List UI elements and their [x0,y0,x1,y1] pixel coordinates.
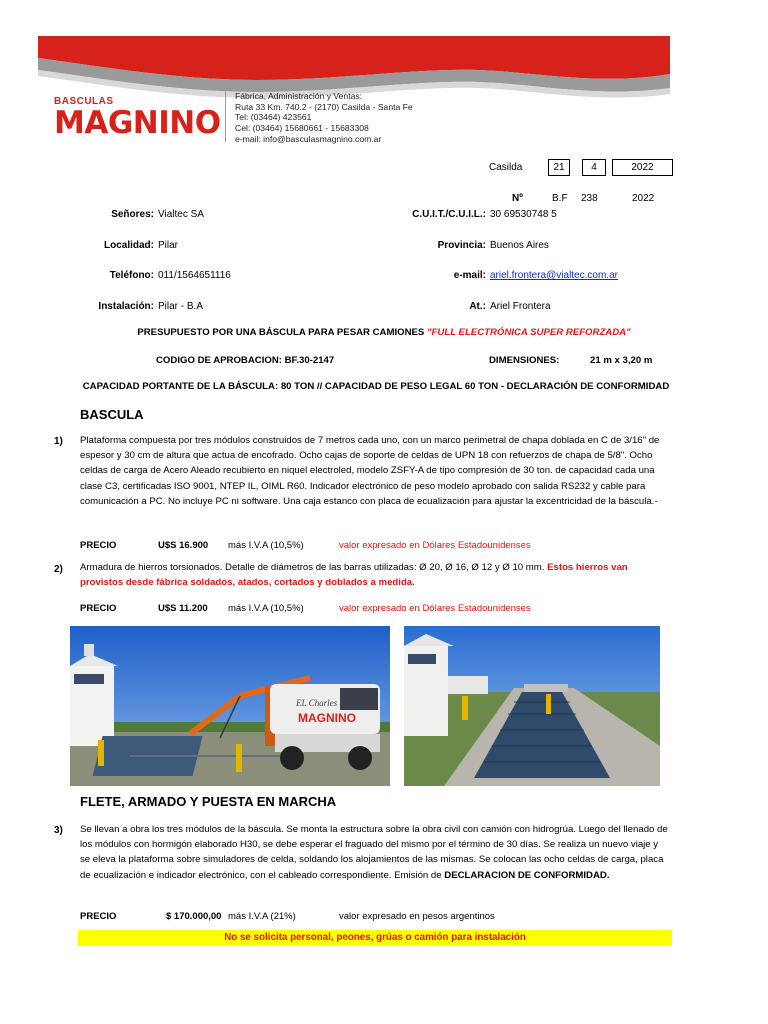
approval-code: CODIGO DE APROBACION: BF.30-2147 [156,355,335,366]
instalacion-label: Instalación: [98,301,154,312]
senores-label: Señores: [111,209,154,220]
localidad-value: Pilar [158,240,179,251]
price-note: valor expresado en Dólares Estadounidenses [339,540,531,551]
logo-big-text: MAGNINO [54,105,221,141]
item-2-red-text: Estos hierros van provistos desde fábrica soldados, atados, cortados y doblados a medida. [80,562,628,589]
price-label: PRECIO [80,603,117,614]
price-value: U$S 16.900 [158,540,209,551]
telefono-value: 011/1564651116 [158,270,231,281]
company-line: Ruta 33 Km. 740.2 - (2170) Casilda - Santa Fe [235,101,413,112]
price-label: PRECIO [80,540,117,551]
item-2-description [80,560,670,590]
price-iva: más I.V.A (21%) [228,911,296,922]
capacity-line: CAPACIDAD PORTANTE DE LA BÁSCULA: 80 TON // CAPACIDAD DE PESO LEGAL 60 TON - DECLARACIÓN DE CONFORMIDAD [82,381,670,392]
logo-small-text: BASCULAS [54,96,114,107]
date-day: 21 [548,159,570,176]
company-info [235,91,413,145]
company-line: Tel: (03464) 423561 [235,112,312,123]
company-line: e-mail: info@basculasmagnino.com.ar [235,133,382,144]
section-heading-flete: FLETE, ARMADO Y PUESTA EN MARCHA [80,794,337,809]
item-number: 3) [54,825,63,836]
email-label: e-mail: [453,270,486,281]
item-number: 2) [54,564,63,575]
cuit-value: 30 69530748 5 [490,209,557,220]
photo-platform [404,626,660,786]
truck-brand: MAGNINO [298,711,356,725]
date-city: Casilda [489,162,523,173]
quote-title [0,327,768,338]
price-value: U$S 11.200 [158,603,208,614]
telefono-label: Teléfono: [109,270,154,281]
at-value: Ariel Frontera [490,301,551,312]
localidad-label: Localidad: [103,240,154,251]
logo-divider [225,90,226,142]
price-iva: más I.V.A (10,5%) [228,540,304,551]
company-logo [54,96,224,142]
at-label: At.: [469,301,486,312]
item-number: 1) [54,436,63,447]
quote-title-highlight: "FULL ELECTRÓNICA SUPER REFORZADA" [427,327,631,338]
truck-text: EL Charles [296,698,338,708]
company-line: Fábrica, Administración y Ventas: [235,91,363,101]
cuit-label: C.U.I.T./C.U.I.L.: [412,209,486,220]
section-heading-bascula: BASCULA [80,407,144,422]
price-value: $ 170.000,00 [166,911,222,922]
senores-value: Vialtec SA [158,209,204,220]
provincia-label: Provincia: [437,240,486,251]
item-3-description [80,822,670,883]
price-note: valor expresado en Dólares Estadounidenses [339,603,531,614]
number-year: 2022 [632,193,655,204]
item-2-text: Armadura de hierros torsionados. Detalle de diámetros de las barras utilizadas: Ø 20, Ø 16, Ø 12 y Ø 10 mm. [80,562,545,573]
price-note: valor expresado en pesos argentinos [339,911,495,922]
dimensions-label: DIMENSIONES: [489,355,560,366]
number-series: B.F [552,193,568,204]
quote-title-main: PRESUPUESTO POR UNA BÁSCULA PARA PESAR CAMIONES [137,327,425,338]
email-link[interactable]: ariel.frontera@vialtec.com.ar [490,270,618,281]
price-label: PRECIO [80,911,117,922]
photo-truck-crane [70,626,390,786]
item-1-description: Plataforma compuesta por tres módulos construidos de 7 metros cada uno, con un marco perimetral de chapa doblada en C de 3/16" de espesor y 30 cm de altura que actua de encofrado. Ocho cajas de soporte de celdas de UPN 18 con refuerzos de chapa de 5/8". Ocho celdas de carga de Acero Aleado recubierto en niquel electroled, modelo ZSFY-A de tipo compresión de 30 ton. de capacidad cada una clase C3, certificadas ISO 9001, NTEP IL, OIML R60. Indicador electrónico de peso modelo aprobado con salida RS232 y cable para comunicación a PC. No incluye PC ni software. Una caja estanco con placa de ecualización para ajustar la excentricidad de la báscula.- [80,435,660,507]
date-month: 4 [582,159,606,176]
number-value: 238 [581,193,598,204]
price-iva: más I.V.A (10,5%) [228,603,304,614]
number-label: Nº [512,193,523,204]
date-year: 2022 [612,159,673,176]
provincia-value: Buenos Aires [490,240,549,251]
dimensions-value: 21 m x 3,20 m [590,355,653,366]
instalacion-value: Pilar - B.A [158,301,204,312]
company-line: Cel: (03464) 15680661 - 15683308 [235,123,369,134]
item-3-bold-text: DECLARACION DE CONFORMIDAD. [444,869,610,881]
item-3-text: Se llevan a obra los tres módulos de la báscula. Se monta la estructura sobre la obra civil con camión con hidrogrúa. Luego del llenado de los módulos con hormigón elaborado H30, se debe esperar el fraguado del mismo por el término de 30 días. Se realiza un nuevo viaje y se eleva la plataforma sobre simuladores de celda, soldando los alojamientos de las mismas. Se colocan las ocho celdas de carga, placa de ecualización e indicador electrónico, con el cableado correspondiente. Emisión de [80,824,668,881]
installation-banner-text: No se solicita personal, peones, grúas o camión para instalación [224,932,526,943]
